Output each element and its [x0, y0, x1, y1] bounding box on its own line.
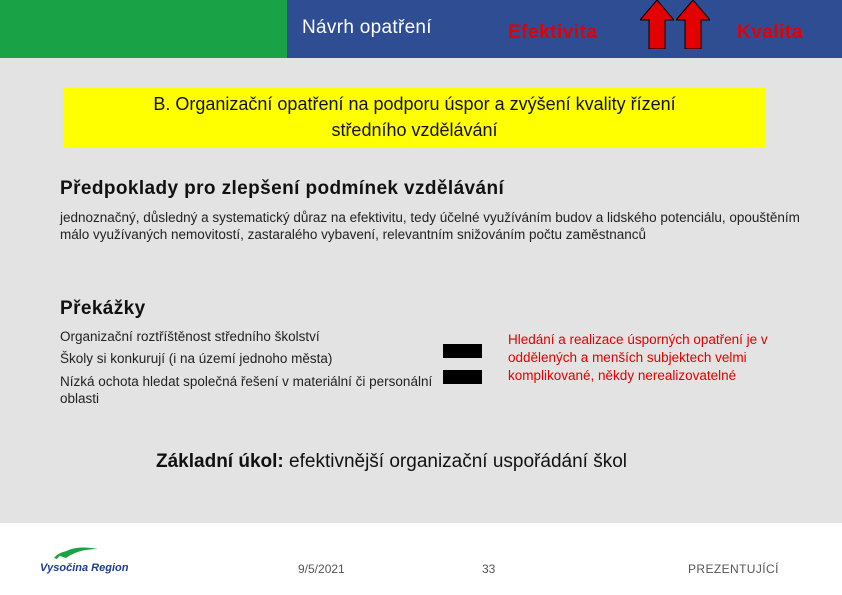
consequence-text: Hledání a realizace úsporných opatření je v oddělených a menších subjektech velmi komplikované, někdy nerealizovatelné: [508, 332, 768, 383]
list-item: Organizační roztříštěnost středního školství: [60, 329, 320, 344]
list-item: Nízká ochota hledat společná řešení v materiální či personální oblasti: [60, 374, 433, 406]
arrow-up-icon: [640, 0, 674, 49]
arrow-up-icon: [676, 0, 710, 49]
header-green-block: [0, 0, 287, 58]
list-item: Školy si konkurují (i na území jednoho města): [60, 351, 333, 366]
logo-swoosh-icon: [54, 547, 98, 559]
header-kvalita: Kvalita: [737, 22, 803, 43]
footer-date: 9/5/2021: [298, 562, 345, 576]
box-title-line2: středního vzdělávání: [331, 120, 498, 140]
task-label: Základní úkol:: [156, 451, 284, 472]
highlight-title-box: [63, 88, 766, 148]
task-text: efektivnější organizační uspořádání škol: [283, 451, 628, 472]
header-efektivita: Efektivita: [508, 22, 598, 43]
obstacles-list: [60, 326, 435, 407]
logo-text: Vysočina Region: [40, 562, 129, 574]
box-title-line1: B. Organizační opatření na podporu úspor a zvýšení kvality řízení: [153, 94, 676, 114]
section-body-preconditions: jednoznačný, důsledný a systematický důraz na efektivitu, tedy účelné využíváním budov a lidského potenciálu, opouštěním málo využívaných nemovitostí, zastaralého vybavení, relevantním snižováním počtu zaměstnanců: [60, 210, 800, 242]
main-task: [156, 451, 627, 473]
footer-presenter: PREZENTUJÍCÍ: [688, 562, 779, 576]
section-heading-obstacles: Překážky: [60, 298, 146, 319]
equals-icon: [443, 344, 482, 386]
header-title: Návrh opatření: [302, 17, 432, 38]
footer-page-number: 33: [482, 562, 496, 576]
section-heading-preconditions: Předpoklady pro zlepšení podmínek vzdělávání: [60, 178, 505, 199]
vysocina-region-logo: [40, 544, 140, 578]
